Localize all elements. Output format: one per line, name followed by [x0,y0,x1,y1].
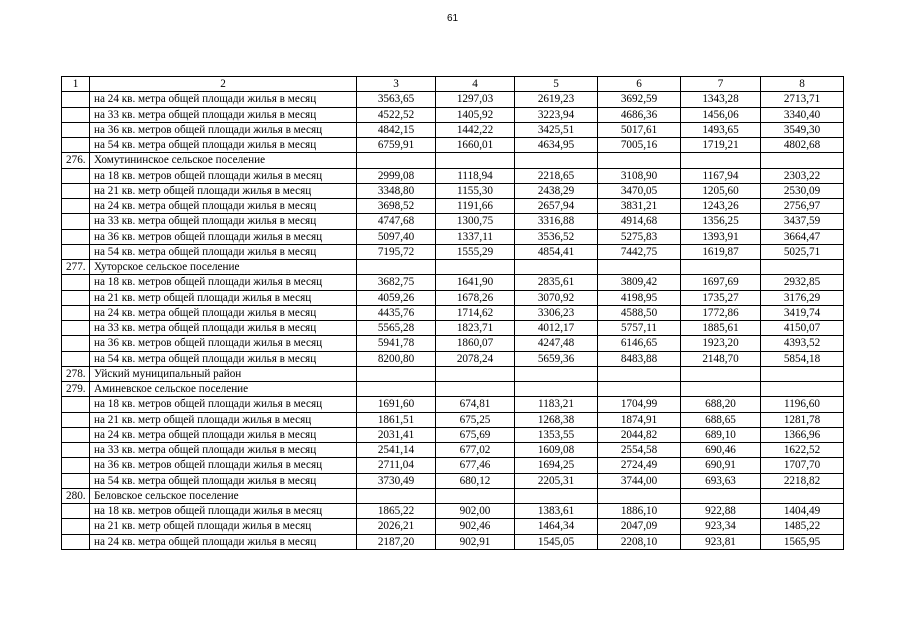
value-cell: 1383,61 [515,504,598,519]
value-cell: 4802,68 [761,138,844,153]
row-number [62,534,90,549]
value-cell: 677,46 [436,458,515,473]
tariff-table [61,76,844,550]
value-cell: 1555,29 [436,244,515,259]
value-cell: 674,81 [436,397,515,412]
value-cell [515,153,598,168]
value-cell: 1609,08 [515,443,598,458]
value-cell: 1714,62 [436,305,515,320]
value-cell: 1405,92 [436,107,515,122]
value-cell: 902,91 [436,534,515,549]
table-row [62,92,844,107]
value-cell: 3563,65 [357,92,436,107]
value-cell: 4914,68 [598,214,681,229]
value-cell [761,488,844,503]
row-label: на 36 кв. метров общей площади жилья в месяц [90,458,357,473]
row-label: на 33 кв. метра общей площади жилья в месяц [90,443,357,458]
row-number [62,412,90,427]
value-cell: 2303,22 [761,168,844,183]
table-row [62,122,844,137]
value-cell [681,488,761,503]
row-number [62,305,90,320]
value-cell: 1393,91 [681,229,761,244]
value-cell: 2148,70 [681,351,761,366]
value-cell: 3682,75 [357,275,436,290]
row-number [62,122,90,137]
value-cell: 677,02 [436,443,515,458]
value-cell: 3070,92 [515,290,598,305]
section-row [62,366,844,381]
row-label: на 21 кв. метр общей площади жилья в месяц [90,183,357,198]
row-number [62,427,90,442]
value-cell: 2835,61 [515,275,598,290]
value-cell [761,153,844,168]
value-cell: 1861,51 [357,412,436,427]
value-cell: 690,91 [681,458,761,473]
value-cell: 4634,95 [515,138,598,153]
row-number [62,519,90,534]
value-cell: 2713,71 [761,92,844,107]
value-cell: 4522,52 [357,107,436,122]
value-cell: 1565,95 [761,534,844,549]
value-cell: 5017,61 [598,122,681,137]
value-cell: 5025,71 [761,244,844,259]
table-row [62,427,844,442]
row-label: на 33 кв. метра общей площади жилья в месяц [90,321,357,336]
row-label: на 21 кв. метр общей площади жилья в месяц [90,290,357,305]
header-cell: 4 [436,77,515,92]
value-cell [681,153,761,168]
row-label: на 36 кв. метров общей площади жилья в месяц [90,229,357,244]
value-cell: 1704,99 [598,397,681,412]
value-cell: 1735,27 [681,290,761,305]
value-cell: 1191,66 [436,199,515,214]
row-label: на 18 кв. метров общей площади жилья в месяц [90,168,357,183]
table-row [62,412,844,427]
value-cell: 1694,25 [515,458,598,473]
header-cell: 5 [515,77,598,92]
value-cell: 5097,40 [357,229,436,244]
value-cell: 1691,60 [357,397,436,412]
row-number [62,275,90,290]
value-cell: 675,25 [436,412,515,427]
table-row [62,275,844,290]
value-cell: 4747,68 [357,214,436,229]
value-cell: 902,46 [436,519,515,534]
row-label: на 33 кв. метра общей площади жилья в месяц [90,214,357,229]
value-cell: 4842,15 [357,122,436,137]
table-row [62,397,844,412]
row-number [62,504,90,519]
header-cell: 7 [681,77,761,92]
value-cell: 2657,94 [515,199,598,214]
value-cell: 1622,52 [761,443,844,458]
value-cell: 1442,22 [436,122,515,137]
value-cell: 690,46 [681,443,761,458]
row-number [62,336,90,351]
value-cell [598,488,681,503]
value-cell: 2205,31 [515,473,598,488]
value-cell [598,382,681,397]
value-cell [598,153,681,168]
value-cell: 2208,10 [598,534,681,549]
value-cell [761,366,844,381]
value-cell: 2026,21 [357,519,436,534]
row-number: 279. [62,382,90,397]
row-number [62,458,90,473]
row-number [62,138,90,153]
value-cell: 2031,41 [357,427,436,442]
value-cell: 5565,28 [357,321,436,336]
value-cell: 5941,78 [357,336,436,351]
value-cell: 1356,25 [681,214,761,229]
value-cell [357,488,436,503]
row-number [62,321,90,336]
value-cell: 1865,22 [357,504,436,519]
value-cell: 3306,23 [515,305,598,320]
value-cell [357,153,436,168]
value-cell: 1678,26 [436,290,515,305]
value-cell: 3831,21 [598,199,681,214]
row-number [62,473,90,488]
value-cell: 693,63 [681,473,761,488]
row-label: на 24 кв. метра общей площади жилья в месяц [90,199,357,214]
row-number: 280. [62,488,90,503]
value-cell [515,488,598,503]
row-label: на 21 кв. метр общей площади жилья в месяц [90,412,357,427]
table-row [62,519,844,534]
value-cell: 1660,01 [436,138,515,153]
table-row [62,168,844,183]
row-label: на 33 кв. метра общей площади жилья в месяц [90,107,357,122]
value-cell: 2044,82 [598,427,681,442]
value-cell: 1404,49 [761,504,844,519]
value-cell: 6146,65 [598,336,681,351]
table-row [62,534,844,549]
row-number [62,443,90,458]
value-cell [436,153,515,168]
page-number: 61 [446,13,459,24]
value-cell: 2187,20 [357,534,436,549]
value-cell [598,366,681,381]
value-cell: 1485,22 [761,519,844,534]
section-row [62,153,844,168]
row-label: на 54 кв. метра общей площади жилья в месяц [90,138,357,153]
value-cell: 5659,36 [515,351,598,366]
value-cell: 4012,17 [515,321,598,336]
value-cell: 1697,69 [681,275,761,290]
value-cell [761,382,844,397]
section-title: Аминевское сельское поселение [90,382,357,397]
value-cell: 6759,91 [357,138,436,153]
value-cell: 1300,75 [436,214,515,229]
value-cell [515,260,598,275]
value-cell: 3470,05 [598,183,681,198]
header-cell: 2 [90,77,357,92]
value-cell: 1886,10 [598,504,681,519]
row-label: на 54 кв. метра общей площади жилья в месяц [90,473,357,488]
row-number [62,229,90,244]
value-cell: 1268,38 [515,412,598,427]
value-cell: 8200,80 [357,351,436,366]
value-cell: 3437,59 [761,214,844,229]
value-cell: 7442,75 [598,244,681,259]
table-row [62,336,844,351]
table-row [62,458,844,473]
value-cell: 1464,34 [515,519,598,534]
value-cell: 5757,11 [598,321,681,336]
value-cell: 8483,88 [598,351,681,366]
row-label: на 24 кв. метра общей площади жилья в месяц [90,92,357,107]
row-label: на 18 кв. метров общей площади жилья в месяц [90,275,357,290]
value-cell: 2530,09 [761,183,844,198]
value-cell: 4588,50 [598,305,681,320]
section-title: Уйский муниципальный район [90,366,357,381]
value-cell: 3809,42 [598,275,681,290]
value-cell [357,260,436,275]
row-label: на 24 кв. метра общей площади жилья в месяц [90,534,357,549]
value-cell: 688,65 [681,412,761,427]
header-cell: 8 [761,77,844,92]
row-label: на 54 кв. метра общей площади жилья в месяц [90,244,357,259]
value-cell: 3664,47 [761,229,844,244]
row-label: на 24 кв. метра общей площади жилья в месяц [90,305,357,320]
table-row [62,443,844,458]
table-row [62,290,844,305]
row-label: на 36 кв. метров общей площади жилья в месяц [90,122,357,137]
value-cell [681,260,761,275]
value-cell: 3340,40 [761,107,844,122]
value-cell: 2554,58 [598,443,681,458]
row-label: на 18 кв. метров общей площади жилья в месяц [90,397,357,412]
value-cell: 1619,87 [681,244,761,259]
value-cell: 2078,24 [436,351,515,366]
value-cell: 2932,85 [761,275,844,290]
row-number [62,214,90,229]
value-cell: 1719,21 [681,138,761,153]
value-cell: 1353,55 [515,427,598,442]
value-cell: 3419,74 [761,305,844,320]
value-cell: 4150,07 [761,321,844,336]
value-cell [761,260,844,275]
section-row [62,260,844,275]
value-cell: 688,20 [681,397,761,412]
value-cell [436,260,515,275]
value-cell: 1456,06 [681,107,761,122]
value-cell: 4247,48 [515,336,598,351]
section-title: Хуторское сельское поселение [90,260,357,275]
value-cell: 2218,82 [761,473,844,488]
row-number [62,199,90,214]
value-cell: 2541,14 [357,443,436,458]
value-cell: 2724,49 [598,458,681,473]
value-cell: 2756,97 [761,199,844,214]
value-cell: 1923,20 [681,336,761,351]
value-cell: 2438,29 [515,183,598,198]
table-row [62,183,844,198]
value-cell: 3744,00 [598,473,681,488]
value-cell [598,260,681,275]
value-cell: 1493,65 [681,122,761,137]
value-cell: 689,10 [681,427,761,442]
value-cell: 1343,28 [681,92,761,107]
table-row [62,504,844,519]
value-cell [681,382,761,397]
value-cell [436,488,515,503]
row-number [62,351,90,366]
value-cell: 1366,96 [761,427,844,442]
value-cell: 3730,49 [357,473,436,488]
value-cell: 1874,91 [598,412,681,427]
value-cell: 1772,86 [681,305,761,320]
section-row [62,488,844,503]
value-cell: 2218,65 [515,168,598,183]
value-cell: 3692,59 [598,92,681,107]
row-number [62,107,90,122]
value-cell: 2619,23 [515,92,598,107]
value-cell: 1196,60 [761,397,844,412]
value-cell: 3223,94 [515,107,598,122]
row-number [62,244,90,259]
section-title: Хомутининское сельское поселение [90,153,357,168]
header-cell: 3 [357,77,436,92]
row-number [62,168,90,183]
table-row [62,321,844,336]
value-cell: 3348,80 [357,183,436,198]
value-cell [357,382,436,397]
table-row [62,351,844,366]
value-cell: 2711,04 [357,458,436,473]
section-title: Беловское сельское поселение [90,488,357,503]
header-cell: 1 [62,77,90,92]
table-row [62,214,844,229]
value-cell: 4059,26 [357,290,436,305]
value-cell: 7195,72 [357,244,436,259]
value-cell: 3108,90 [598,168,681,183]
value-cell: 3549,30 [761,122,844,137]
row-number [62,183,90,198]
value-cell: 4198,95 [598,290,681,305]
value-cell: 4435,76 [357,305,436,320]
value-cell: 1205,60 [681,183,761,198]
value-cell: 2047,09 [598,519,681,534]
value-cell [436,382,515,397]
value-cell [515,366,598,381]
row-number [62,92,90,107]
value-cell: 1243,26 [681,199,761,214]
value-cell: 922,88 [681,504,761,519]
row-label: на 21 кв. метр общей площади жилья в месяц [90,519,357,534]
value-cell: 1297,03 [436,92,515,107]
table-row [62,473,844,488]
value-cell: 3316,88 [515,214,598,229]
value-cell: 1183,21 [515,397,598,412]
row-number: 277. [62,260,90,275]
table-row [62,138,844,153]
row-label: на 54 кв. метра общей площади жилья в месяц [90,351,357,366]
header-cell: 6 [598,77,681,92]
value-cell: 1641,90 [436,275,515,290]
row-number [62,290,90,305]
value-cell: 3176,29 [761,290,844,305]
table-row [62,229,844,244]
value-cell: 923,34 [681,519,761,534]
value-cell: 5854,18 [761,351,844,366]
value-cell: 3698,52 [357,199,436,214]
value-cell: 1545,05 [515,534,598,549]
value-cell: 1337,11 [436,229,515,244]
section-row [62,382,844,397]
value-cell: 4393,52 [761,336,844,351]
row-number: 278. [62,366,90,381]
value-cell: 4854,41 [515,244,598,259]
table-row [62,244,844,259]
value-cell: 1281,78 [761,412,844,427]
value-cell: 1118,94 [436,168,515,183]
value-cell [436,366,515,381]
table-row [62,199,844,214]
value-cell: 1885,61 [681,321,761,336]
table-row [62,305,844,320]
row-label: на 36 кв. метров общей площади жилья в месяц [90,336,357,351]
row-label: на 24 кв. метра общей площади жилья в месяц [90,427,357,442]
value-cell: 1860,07 [436,336,515,351]
value-cell: 1823,71 [436,321,515,336]
value-cell: 7005,16 [598,138,681,153]
row-number: 276. [62,153,90,168]
value-cell: 4686,36 [598,107,681,122]
value-cell: 1155,30 [436,183,515,198]
value-cell: 5275,83 [598,229,681,244]
value-cell: 923,81 [681,534,761,549]
value-cell [515,382,598,397]
value-cell: 1167,94 [681,168,761,183]
header-row [62,77,844,92]
row-label: на 18 кв. метров общей площади жилья в месяц [90,504,357,519]
value-cell: 675,69 [436,427,515,442]
value-cell: 1707,70 [761,458,844,473]
value-cell [681,366,761,381]
value-cell: 3536,52 [515,229,598,244]
table-row [62,107,844,122]
table-body [62,77,844,550]
value-cell [357,366,436,381]
row-number [62,397,90,412]
value-cell: 2999,08 [357,168,436,183]
value-cell: 680,12 [436,473,515,488]
value-cell: 902,00 [436,504,515,519]
value-cell: 3425,51 [515,122,598,137]
